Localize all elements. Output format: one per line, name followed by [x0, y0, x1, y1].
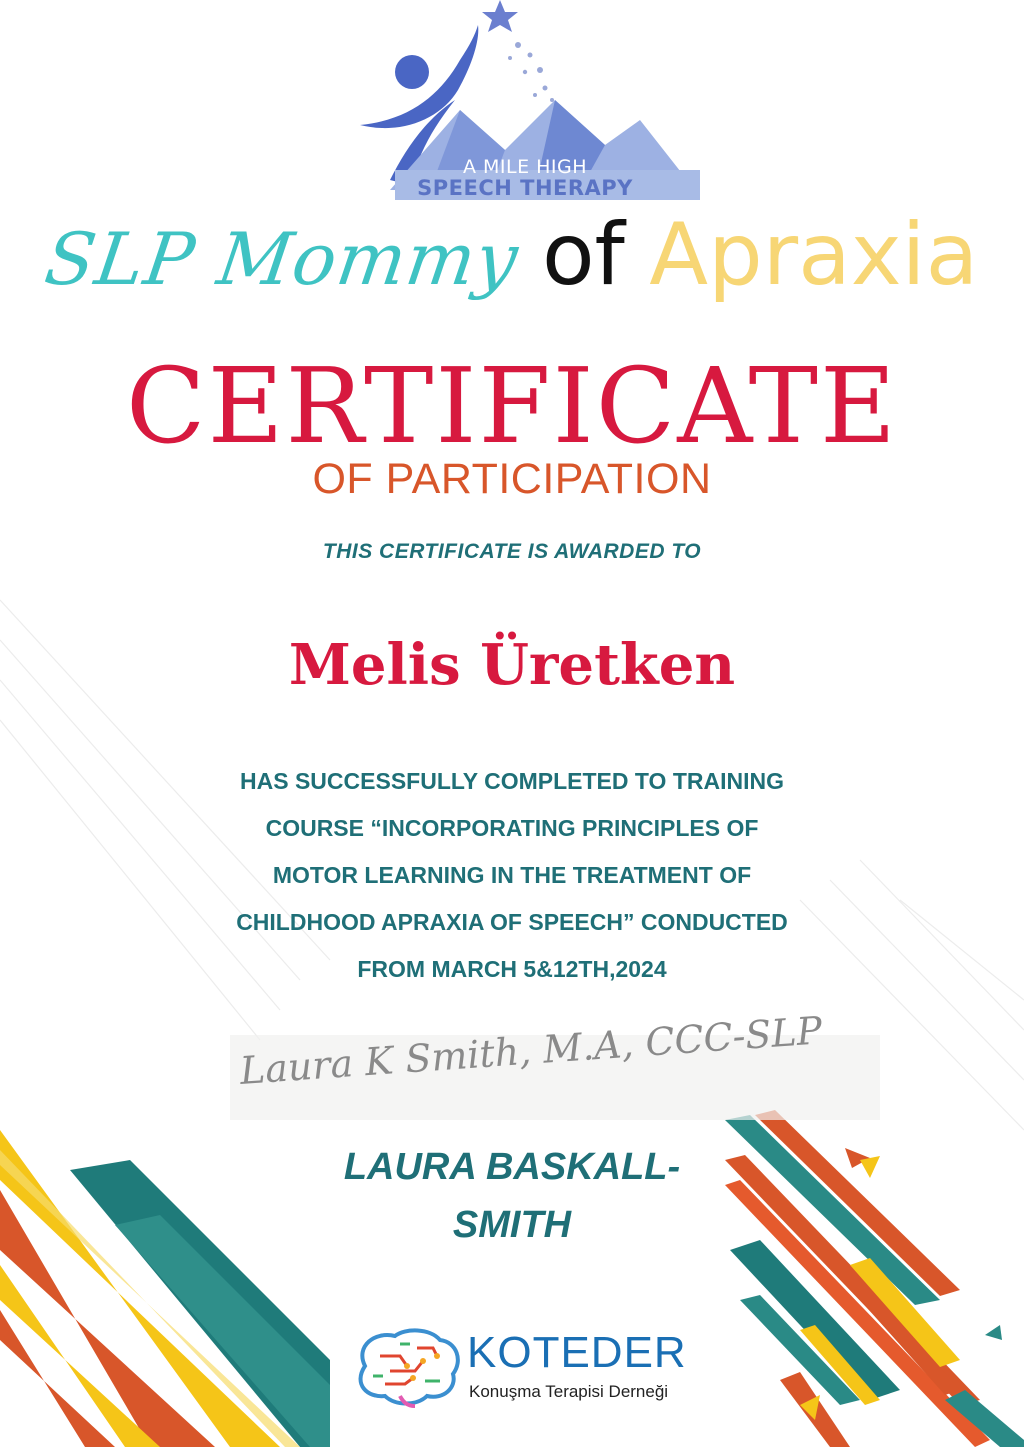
brain-circuit-icon — [345, 1326, 463, 1408]
signer-name-line2: SMITH — [452, 1204, 572, 1246]
certificate-title: CERTIFICATE — [126, 345, 898, 467]
bottom-right-stripes — [725, 1110, 1024, 1447]
signature-text: Laura K Smith, M.A, CCC-SLP — [238, 1008, 824, 1093]
course-description-line: COURSE “INCORPORATING PRINCIPLES OF — [265, 815, 759, 841]
course-description-line: FROM MARCH 5&12TH,2024 — [357, 956, 667, 982]
slp-mommy-of-apraxia-heading — [0, 205, 1024, 325]
heading-apraxia: Apraxia — [649, 205, 979, 305]
course-description — [200, 758, 824, 993]
course-description-line: MOTOR LEARNING IN THE TREATMENT OF — [272, 862, 752, 888]
signer-name — [300, 1138, 724, 1254]
awarded-to-label: THIS CERTIFICATE IS AWARDED TO — [322, 540, 702, 563]
logo-text-line1: A MILE HIGH — [462, 156, 588, 178]
heading-of: of — [541, 205, 625, 305]
signature — [230, 1008, 880, 1120]
course-description-line: CHILDHOOD APRAXIA OF SPEECH” CONDUCTED — [236, 909, 788, 935]
heading-slp-mommy: SLP Mommy — [39, 217, 524, 301]
koteder-logo — [345, 1322, 705, 1412]
mile-high-speech-therapy-logo — [340, 0, 710, 205]
bottom-left-stripes — [0, 1130, 330, 1447]
course-description-line: HAS SUCCESSFULLY COMPLETED TO TRAINING — [240, 768, 784, 794]
koteder-tagline: Konuşma Terapisi Derneği — [469, 1382, 669, 1401]
koteder-name: KOTEDER — [467, 1328, 687, 1377]
certificate-subtitle: OF PARTICIPATION — [312, 455, 712, 503]
signer-name-line1: LAURA BASKALL- — [343, 1146, 681, 1188]
recipient-name: Melis Üretken — [288, 632, 736, 698]
logo-text-line2: SPEECH THERAPY — [417, 176, 633, 200]
